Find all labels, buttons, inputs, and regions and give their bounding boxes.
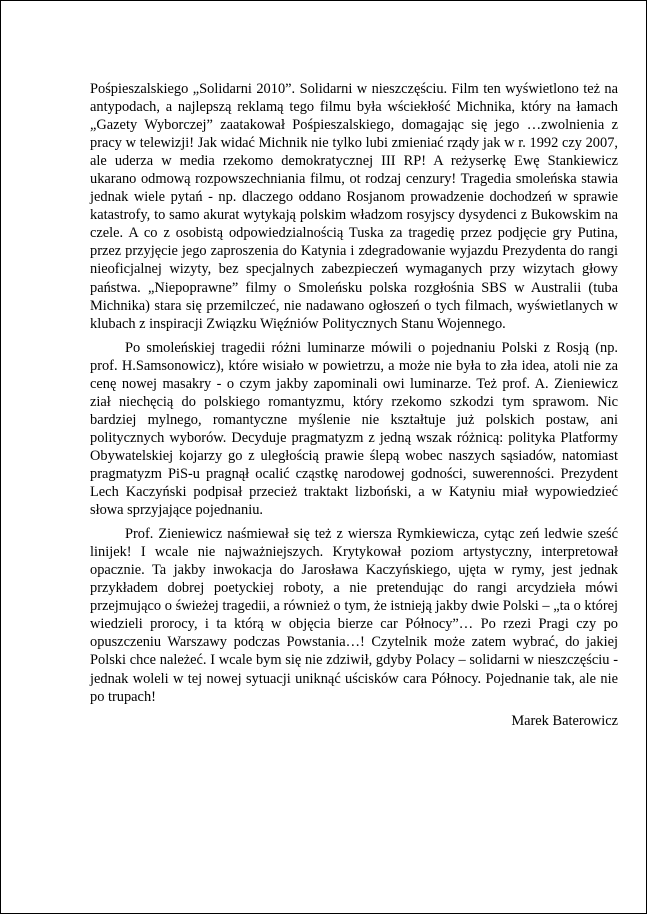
paragraph-2: Po smoleńskiej tragedii różni luminarze mówili o pojednaniu Polski z Rosją (np. prof. H.Samsonowicz), które wisiało w powietrzu, a może nie była to zła idea, atoli nie za cenę nowej masakry - o czym jakby zapominali owi luminarze. Też prof. A. Zieniewicz ział niechęcią do polskiego romantyzmu, który rzekomo szkodzi tym sprawom. Nic bardziej mylnego, romantyczne myślenie nie kształtuje już polskich postaw, ani politycznych wyborów. Decyduje pragmatyzm z jedną wszak różnicą: polityka Platformy Obywatelskiej kojarzy go z uległością prawie ślepą wobec naszych sąsiadów, natomiast pragmatyzm PiS-u pragnął ocalić cząstkę narodowej godności, suwerenności. Prezydent Lech Kaczyński podpisał przecież traktakt lizboński, a w Katyniu miał wypowiedzieć słowa sprzyjające pojednaniu. [90,339,618,519]
article-body [90,80,618,730]
paragraph-3: Prof. Zieniewicz naśmiewał się też z wiersza Rymkiewicza, cytąc zeń ledwie sześć linijek! I wcale nie najważniejszych. Krytykował poziom artystyczny, interpretował opacznie. Ta jakby inwokacja do Jarosława Kaczyńskiego, ujęta w rymy, jest jednak przykładem dobrej poetyckiej roboty, a nie pretendując do rangi arcydzieła mówi przejmująco o świeżej tragedii, a również o tym, że istnieją jakby dwie Polski – „ta o której wiedzieli prorocy, i ta którą w objęcia bierze car Północy”… Po rzezi Pragi czy po opuszczeniu Warszawy podczas Powstania…! Czytelnik może zatem wybrać, do jakiej Polski chce należeć. I wcale bym się nie zdziwił, gdyby Polacy – solidarni w nieszczęściu - jednak woleli w tej nowej sytuacji uniknąć uścisków cara Północy. Pojednanie tak, ale nie po trupach! [90,526,618,705]
paragraph-1: Pośpieszalskiego „Solidarni 2010”. Solidarni w nieszczęściu. Film ten wyświetlono też na antypodach, a najlepszą reklamą tego filmu była wściekłość Michnika, który na łamach „Gazety Wyborczej” zaatakował Pośpieszalskiego, domagając się jego …zwolnienia z pracy w telewizji! Jak widać Michnik nie tylko lubi zmieniać rządy jak w r. 1992 czy 2007, ale uderza w media rzekomo demokratycznej III RP! A reżyserkę Ewę Stankiewicz ukarano odmową rozpowszechniania filmu, ot rodzaj cenzury! Tragedia smoleńska stawia jednak wiele pytań - np. dlaczego oddano Rosjanom prowadzenie dochodzeń w sprawie katastrofy, to samo akurat wytykają polskim władzom rosyjscy dysydenci z Bukowskim na czele. A co z osobistą odpowiedzialnością Tuska za tragedię przez podjęcie gry Putina, przez przyjęcie jego zaproszenia do Katynia i zdegradowanie wyjazdu Prezydenta do rangi nieoficjalnej wizyty, bez specjalnych zabezpieczeń wymaganych przy wizytach głowy państwa. „Niepoprawne” filmy o Smoleńsku polska rozgłośnia SBS w Australii (tuba Michnika) stara się przemilczeć, nie nadawano ogłoszeń o tych filmach, wyświetlanych w klubach z inspiracji Związku Więźniów Politycznych Stanu Wojennego. [90,81,618,332]
author-signature: Marek Baterowicz [511,712,618,729]
